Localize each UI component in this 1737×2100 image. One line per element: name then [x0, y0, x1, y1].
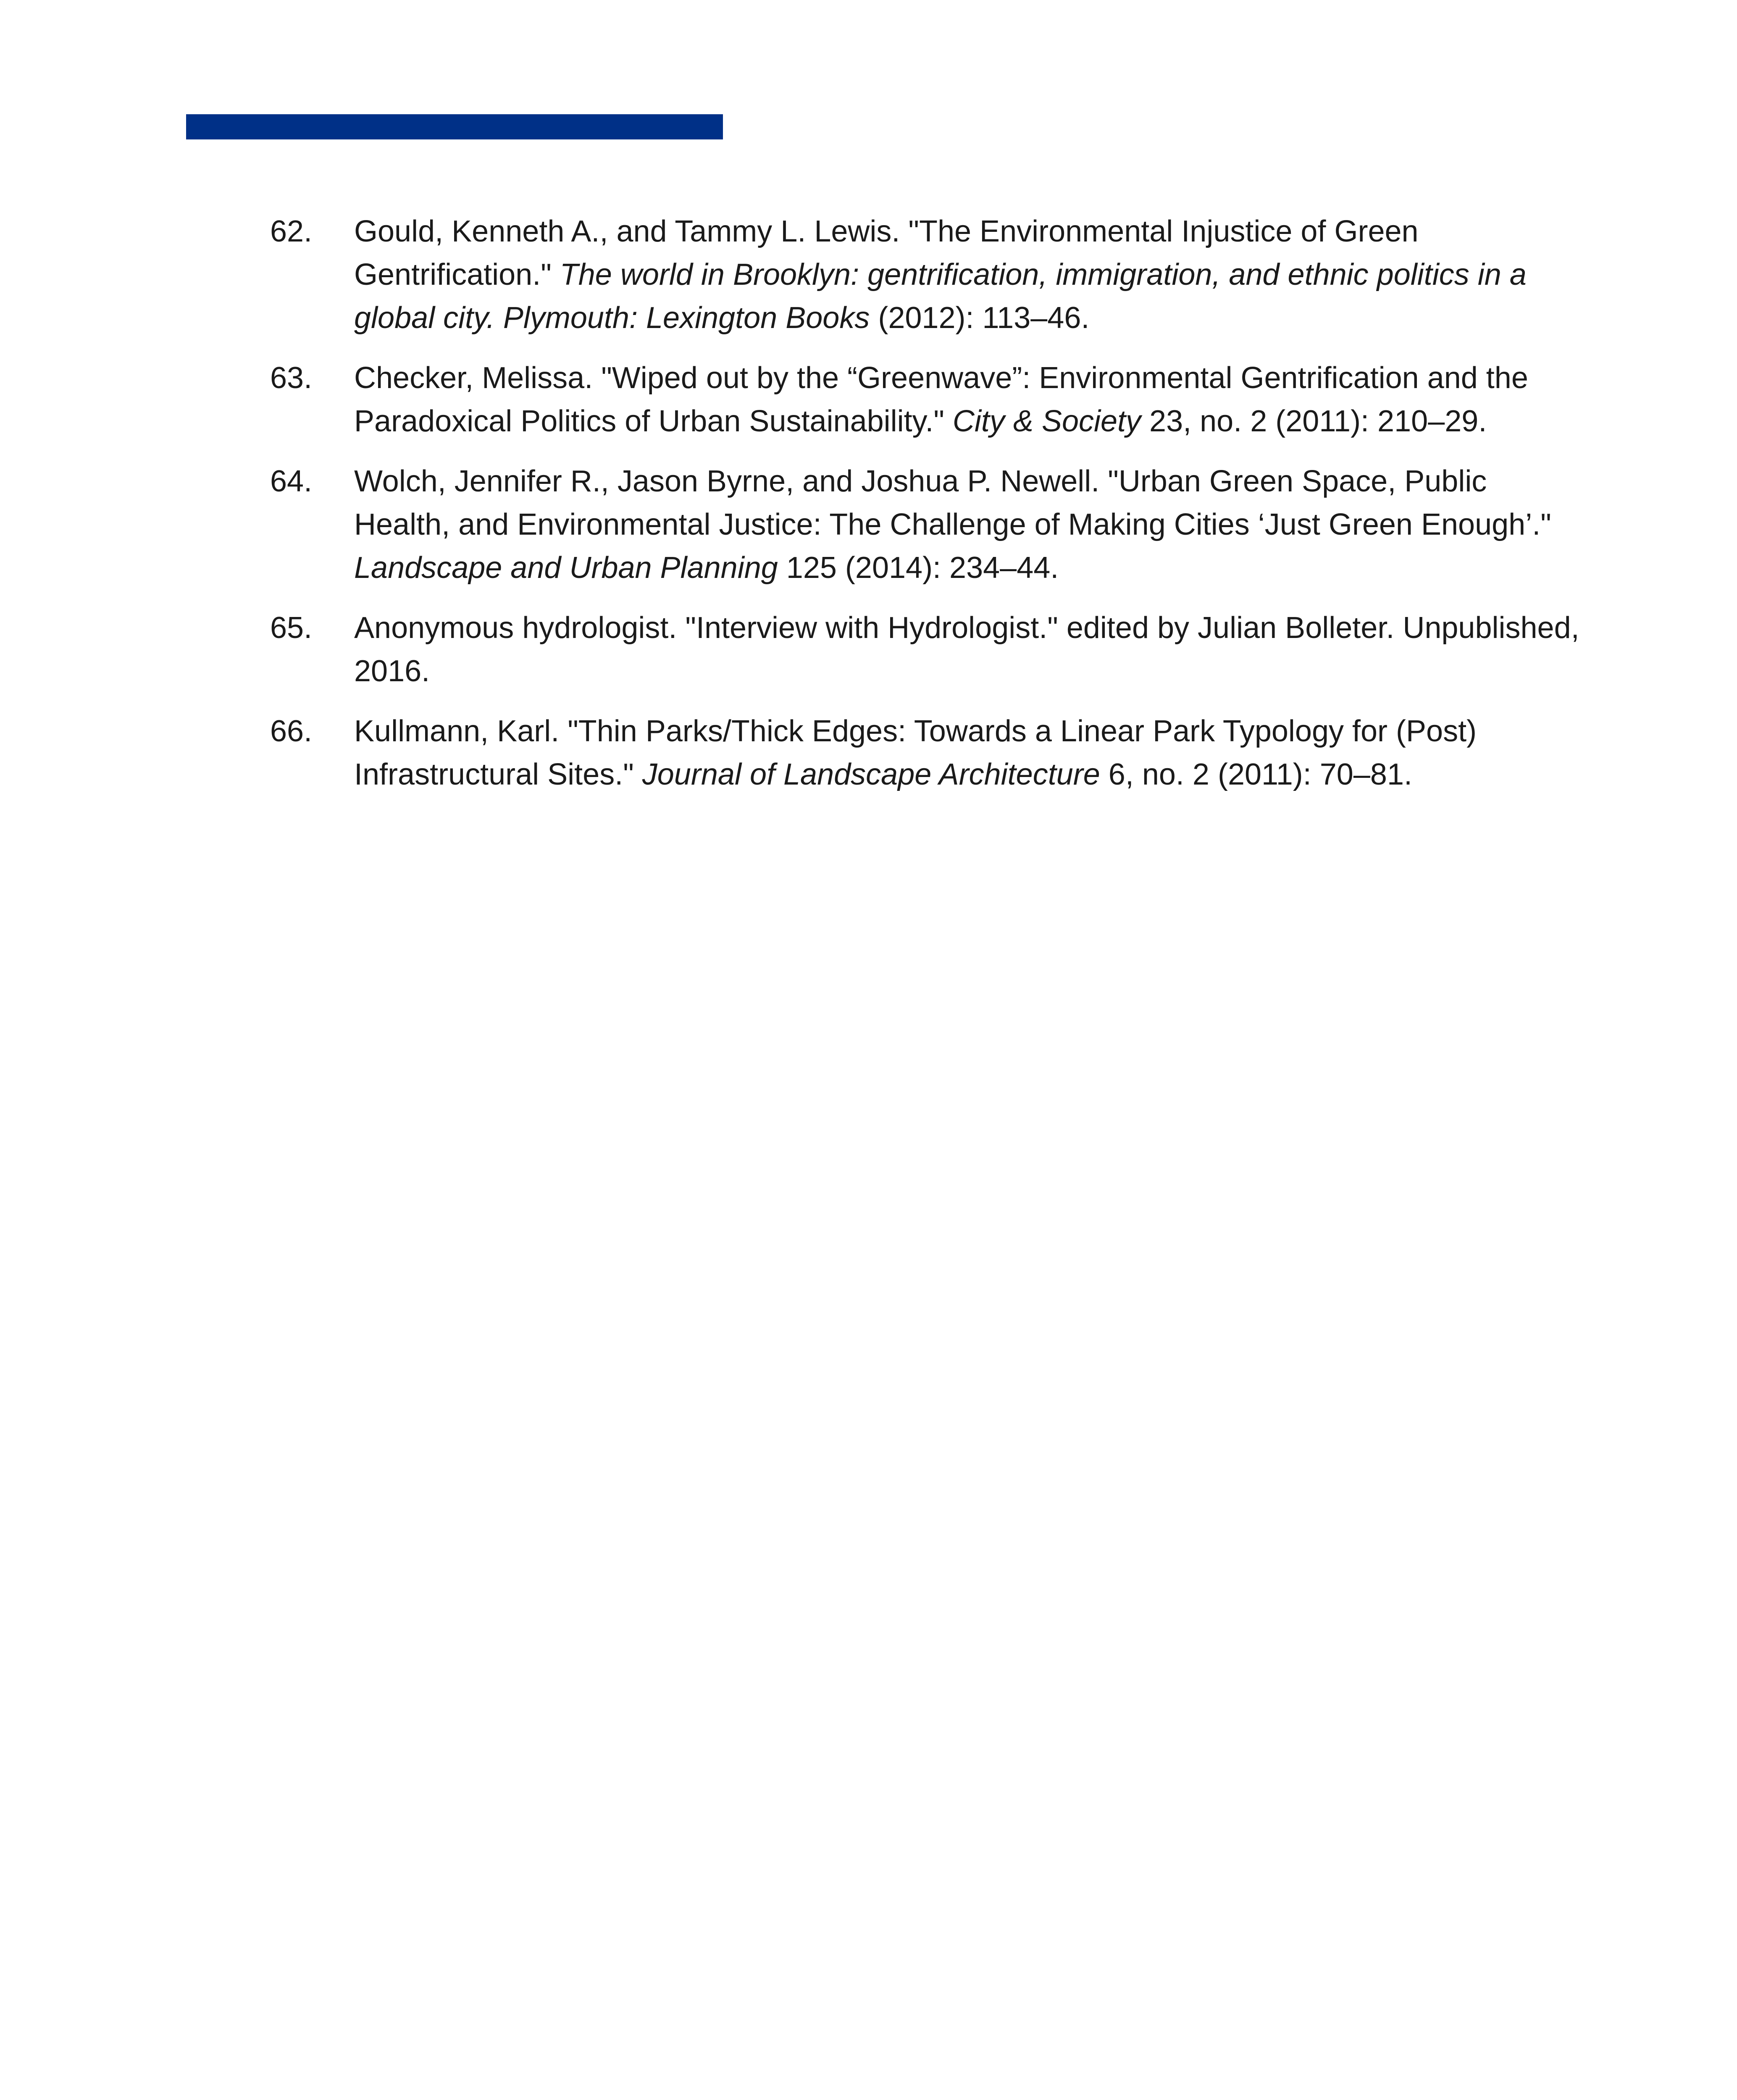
reference-segment: Anonymous hydrologist. "Interview with Hydrologist." edited by Julian Bolleter. Unpublished, 2016. — [354, 611, 1579, 688]
reference-item — [270, 606, 1581, 693]
reference-number: 64. — [270, 465, 313, 498]
reference-segment: 6, no. 2 (2011): 70–81. — [1100, 758, 1412, 791]
reference-segment: Checker, Melissa. "Wiped out by the “Greenwave”: Environmental Gentrification and the Paradoxical Politics of Urban Sustainability." — [354, 361, 1528, 438]
reference-source-title: Journal of Landscape Architecture — [642, 758, 1100, 791]
reference-source-title: Landscape and Urban Planning — [354, 551, 778, 585]
reference-segment: Wolch, Jennifer R., Jason Byrne, and Joshua P. Newell. "Urban Green Space, Public Health, and Environmental Justice: The Challenge of Making Cities ‘Just Green Enough’." — [354, 465, 1551, 541]
reference-item — [270, 210, 1581, 340]
reference-text — [354, 611, 1579, 688]
reference-segment: 125 (2014): 234–44. — [778, 551, 1059, 585]
reference-item — [270, 357, 1581, 443]
reference-source-title: City & Society — [952, 404, 1141, 438]
reference-list — [270, 210, 1581, 813]
reference-segment: (2012): 113–46. — [870, 301, 1090, 335]
reference-item — [270, 460, 1581, 590]
reference-text — [354, 215, 1527, 335]
reference-number: 62. — [270, 215, 313, 248]
reference-number: 63. — [270, 361, 313, 395]
header-accent-bar — [186, 114, 723, 139]
reference-number: 65. — [270, 611, 313, 645]
reference-number: 66. — [270, 714, 313, 748]
reference-text — [354, 714, 1477, 791]
reference-segment: Gould, Kenneth A., and Tammy L. Lewis. "The Environmental Injustice of Green Gentrification." — [354, 215, 1419, 291]
reference-item — [270, 710, 1581, 796]
reference-source-title: The world in Brooklyn: gentrification, immigration, and ethnic politics in a global city. Plymouth: Lexington Books — [354, 258, 1527, 335]
reference-text — [354, 361, 1528, 438]
reference-text — [354, 465, 1551, 585]
reference-segment: Kullmann, Karl. "Thin Parks/Thick Edges: Towards a Linear Park Typology for (Post) Infrastructural Sites." — [354, 714, 1477, 791]
reference-segment: 23, no. 2 (2011): 210–29. — [1141, 404, 1487, 438]
